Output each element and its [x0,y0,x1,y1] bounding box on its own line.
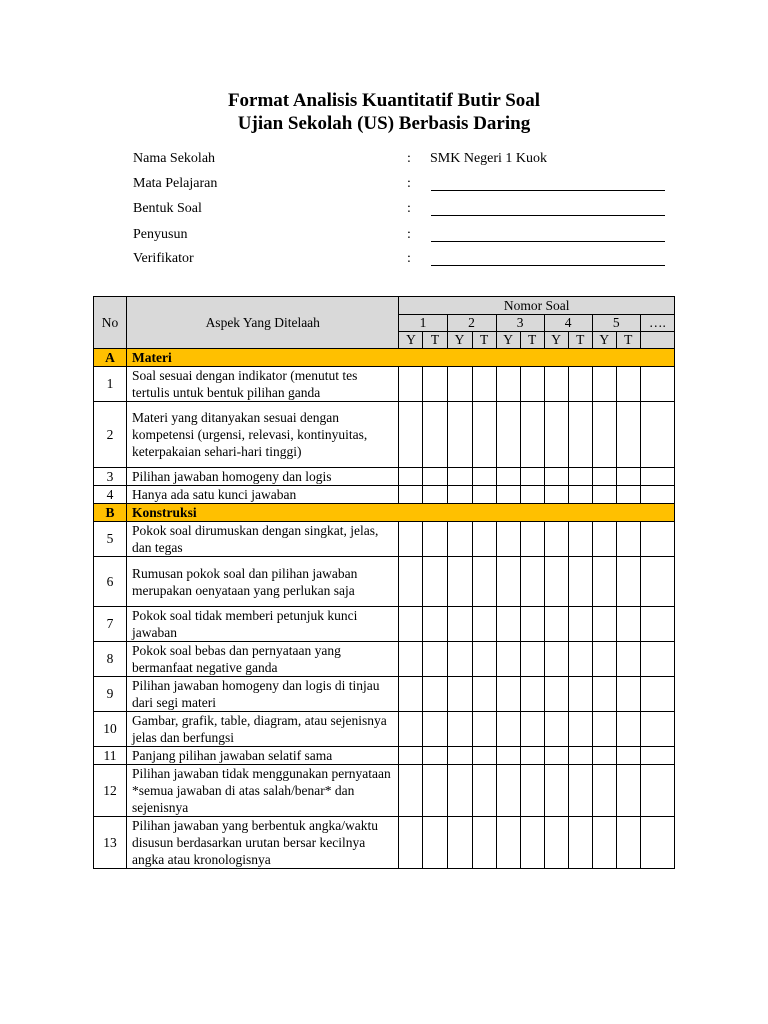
score-cell[interactable] [447,468,472,486]
score-cell[interactable] [616,402,640,468]
score-cell[interactable] [472,402,496,468]
table-row [94,747,675,765]
header-soal-number: 2 [447,315,496,332]
score-cell[interactable] [616,677,640,712]
score-cell[interactable] [568,677,592,712]
header-soal-number: 5 [592,315,640,332]
aspect-text: Panjang pilihan jawaban selatif sama [127,747,399,765]
score-cell[interactable] [399,817,423,869]
aspect-text: Pilihan jawaban yang berbentuk angka/waktu disusun berdasarkan urutan bersar kecilnya angka atau kronologisnya [127,817,399,869]
info-colon: : [407,227,411,242]
score-cell[interactable] [447,522,472,557]
header-y: Y [592,332,616,349]
score-cell[interactable] [592,468,616,486]
score-cell[interactable] [640,557,674,607]
score-cell[interactable] [616,486,640,504]
row-number: 4 [94,486,127,504]
score-cell[interactable] [640,486,674,504]
score-cell[interactable] [447,817,472,869]
aspect-text: Pilihan jawaban homogeny dan logis di tinjau dari segi materi [127,677,399,712]
score-cell[interactable] [399,522,423,557]
score-cell[interactable] [447,712,472,747]
score-cell[interactable] [640,402,674,468]
table-row [94,817,675,869]
score-cell[interactable] [592,402,616,468]
header-nomor-soal: Nomor Soal [399,297,675,315]
table-row [94,642,675,677]
score-cell[interactable] [423,817,447,869]
info-label-nama-sekolah: Nama Sekolah [133,151,216,166]
table-row [94,607,675,642]
score-cell[interactable] [472,468,496,486]
table-row [94,677,675,712]
score-cell[interactable] [616,817,640,869]
score-cell[interactable] [616,607,640,642]
score-cell[interactable] [544,817,568,869]
score-cell[interactable] [496,557,520,607]
score-cell[interactable] [399,765,423,817]
score-cell[interactable] [640,765,674,817]
header-aspek: Aspek Yang Ditelaah [127,297,399,349]
table-row [94,486,675,504]
score-cell[interactable] [447,557,472,607]
section-row [94,349,675,367]
score-cell[interactable] [496,642,520,677]
score-cell[interactable] [399,468,423,486]
score-cell[interactable] [472,522,496,557]
header-y: Y [544,332,568,349]
header-no: No [94,297,127,349]
score-cell[interactable] [544,557,568,607]
table-row [94,712,675,747]
score-cell[interactable] [616,765,640,817]
score-cell[interactable] [447,765,472,817]
section-code: A [94,349,127,367]
row-number: 7 [94,607,127,642]
section-code: B [94,504,127,522]
score-cell[interactable] [423,747,447,765]
section-name: Materi [127,349,675,367]
score-cell[interactable] [447,367,472,402]
score-cell[interactable] [472,642,496,677]
score-cell[interactable] [520,402,544,468]
score-cell[interactable] [640,607,674,642]
score-cell[interactable] [616,522,640,557]
score-cell[interactable] [399,367,423,402]
score-cell[interactable] [544,367,568,402]
aspect-text: Pokok soal dirumuskan dengan singkat, jelas, dan tegas [127,522,399,557]
row-number: 2 [94,402,127,468]
score-cell[interactable] [496,522,520,557]
score-cell[interactable] [592,522,616,557]
score-cell[interactable] [592,712,616,747]
score-cell[interactable] [399,607,423,642]
score-cell[interactable] [592,677,616,712]
score-cell[interactable] [568,747,592,765]
score-cell[interactable] [520,468,544,486]
row-number: 6 [94,557,127,607]
score-cell[interactable] [423,486,447,504]
score-cell[interactable] [423,677,447,712]
score-cell[interactable] [640,817,674,869]
header-soal-number: 3 [496,315,544,332]
score-cell[interactable] [472,765,496,817]
header-soal-number: 1 [399,315,447,332]
score-cell[interactable] [568,712,592,747]
info-label-verifikator: Verifikator [133,251,194,266]
score-cell[interactable] [616,557,640,607]
score-cell[interactable] [544,607,568,642]
score-cell[interactable] [520,747,544,765]
info-colon: : [407,251,411,266]
header-soal-number: 4 [544,315,592,332]
info-colon: : [407,176,411,191]
score-cell[interactable] [640,677,674,712]
score-cell[interactable] [568,557,592,607]
row-number: 11 [94,747,127,765]
score-cell[interactable] [520,367,544,402]
score-cell[interactable] [544,765,568,817]
score-cell[interactable] [568,522,592,557]
score-cell[interactable] [616,468,640,486]
score-cell[interactable] [640,367,674,402]
score-cell[interactable] [592,607,616,642]
header-t: T [616,332,640,349]
score-cell[interactable] [496,765,520,817]
score-cell[interactable] [423,522,447,557]
score-cell[interactable] [520,712,544,747]
header-t: T [568,332,592,349]
score-cell[interactable] [568,817,592,869]
score-cell[interactable] [472,367,496,402]
score-cell[interactable] [640,747,674,765]
score-cell[interactable] [423,712,447,747]
header-soal-number: …. [640,315,674,332]
score-cell[interactable] [496,486,520,504]
header-t: T [472,332,496,349]
row-number: 1 [94,367,127,402]
score-cell[interactable] [496,607,520,642]
score-cell[interactable] [423,765,447,817]
score-cell[interactable] [399,557,423,607]
row-number: 5 [94,522,127,557]
score-cell[interactable] [472,557,496,607]
row-number: 12 [94,765,127,817]
score-cell[interactable] [616,367,640,402]
section-row [94,504,675,522]
score-cell[interactable] [568,642,592,677]
score-cell[interactable] [616,712,640,747]
score-cell[interactable] [592,817,616,869]
table-row [94,765,675,817]
score-cell[interactable] [544,747,568,765]
score-cell[interactable] [544,468,568,486]
score-cell[interactable] [399,677,423,712]
score-cell[interactable] [520,607,544,642]
section-name: Konstruksi [127,504,675,522]
score-cell[interactable] [496,677,520,712]
info-label-penyusun: Penyusun [133,227,188,242]
score-cell[interactable] [496,367,520,402]
score-cell[interactable] [423,402,447,468]
row-number: 3 [94,468,127,486]
info-blank-line-verifikator [431,265,665,266]
score-cell[interactable] [423,367,447,402]
table-row [94,468,675,486]
table-row [94,522,675,557]
header-t: T [423,332,447,349]
analysis-table [93,296,675,869]
score-cell[interactable] [568,468,592,486]
info-blank-line-mata-pelajaran [431,190,665,191]
score-cell[interactable] [520,522,544,557]
aspect-text: Pilihan jawaban tidak menggunakan pernyataan *semua jawaban di atas salah/benar* dan sejenisnya [127,765,399,817]
score-cell[interactable] [544,712,568,747]
score-cell[interactable] [472,677,496,712]
aspect-text: Gambar, grafik, table, diagram, atau sejenisnya jelas dan berfungsi [127,712,399,747]
row-number: 10 [94,712,127,747]
score-cell[interactable] [447,642,472,677]
score-cell[interactable] [640,642,674,677]
score-cell[interactable] [399,712,423,747]
score-cell[interactable] [592,486,616,504]
row-number: 13 [94,817,127,869]
score-cell[interactable] [544,486,568,504]
aspect-text: Hanya ada satu kunci jawaban [127,486,399,504]
score-cell[interactable] [472,486,496,504]
aspect-text: Pokok soal tidak memberi petunjuk kunci jawaban [127,607,399,642]
document-subtitle: Ujian Sekolah (US) Berbasis Daring [237,113,531,134]
score-cell[interactable] [423,468,447,486]
score-cell[interactable] [520,486,544,504]
aspect-text: Materi yang ditanyakan sesuai dengan kompetensi (urgensi, relevasi, kontinyuitas, keterpakaian sehari-hari tinggi) [127,402,399,468]
score-cell[interactable] [520,642,544,677]
score-cell[interactable] [399,402,423,468]
score-cell[interactable] [399,642,423,677]
score-cell[interactable] [592,557,616,607]
document-title: Format Analisis Kuantitatif Butir Soal [227,90,541,111]
score-cell[interactable] [399,486,423,504]
score-cell[interactable] [640,468,674,486]
score-cell[interactable] [447,607,472,642]
header-extra-blank [640,332,674,349]
score-cell[interactable] [592,765,616,817]
score-cell[interactable] [520,817,544,869]
score-cell[interactable] [544,522,568,557]
aspect-text: Pilihan jawaban homogeny dan logis [127,468,399,486]
score-cell[interactable] [592,642,616,677]
score-cell[interactable] [423,557,447,607]
header-y: Y [447,332,472,349]
score-cell[interactable] [496,747,520,765]
score-cell[interactable] [568,367,592,402]
table-row [94,402,675,468]
score-cell[interactable] [640,712,674,747]
score-cell[interactable] [496,468,520,486]
aspect-text: Soal sesuai dengan indikator (menutut tes tertulis untuk bentuk pilihan ganda [127,367,399,402]
header-t: T [520,332,544,349]
score-cell[interactable] [568,765,592,817]
score-cell[interactable] [496,817,520,869]
score-cell[interactable] [496,712,520,747]
aspect-text: Rumusan pokok soal dan pilihan jawaban merupakan oenyataan yang perlukan saja [127,557,399,607]
score-cell[interactable] [472,817,496,869]
score-cell[interactable] [568,607,592,642]
score-cell[interactable] [520,677,544,712]
score-cell[interactable] [544,642,568,677]
score-cell[interactable] [399,747,423,765]
score-cell[interactable] [616,747,640,765]
score-cell[interactable] [568,486,592,504]
score-cell[interactable] [520,765,544,817]
table-row [94,367,675,402]
score-cell[interactable] [423,642,447,677]
score-cell[interactable] [592,367,616,402]
score-cell[interactable] [640,522,674,557]
score-cell[interactable] [496,402,520,468]
aspect-text: Pokok soal bebas dan pernyataan yang bermanfaat negative ganda [127,642,399,677]
score-cell[interactable] [447,677,472,712]
info-colon: : [407,201,411,216]
info-label-mata-pelajaran: Mata Pelajaran [133,176,218,191]
header-y: Y [496,332,520,349]
score-cell[interactable] [447,486,472,504]
row-number: 9 [94,677,127,712]
info-label-bentuk-soal: Bentuk Soal [133,201,202,216]
info-value-nama-sekolah: SMK Negeri 1 Kuok [430,151,548,166]
score-cell[interactable] [544,402,568,468]
info-colon: : [407,151,411,166]
header-y: Y [399,332,423,349]
score-cell[interactable] [472,607,496,642]
score-cell[interactable] [472,747,496,765]
table-row [94,557,675,607]
score-cell[interactable] [447,747,472,765]
score-cell[interactable] [592,747,616,765]
score-cell[interactable] [423,607,447,642]
score-cell[interactable] [568,402,592,468]
row-number: 8 [94,642,127,677]
info-blank-line-penyusun [431,241,665,242]
score-cell[interactable] [544,677,568,712]
info-blank-line-bentuk-soal [431,215,665,216]
score-cell[interactable] [520,557,544,607]
score-cell[interactable] [616,642,640,677]
score-cell[interactable] [472,712,496,747]
score-cell[interactable] [447,402,472,468]
